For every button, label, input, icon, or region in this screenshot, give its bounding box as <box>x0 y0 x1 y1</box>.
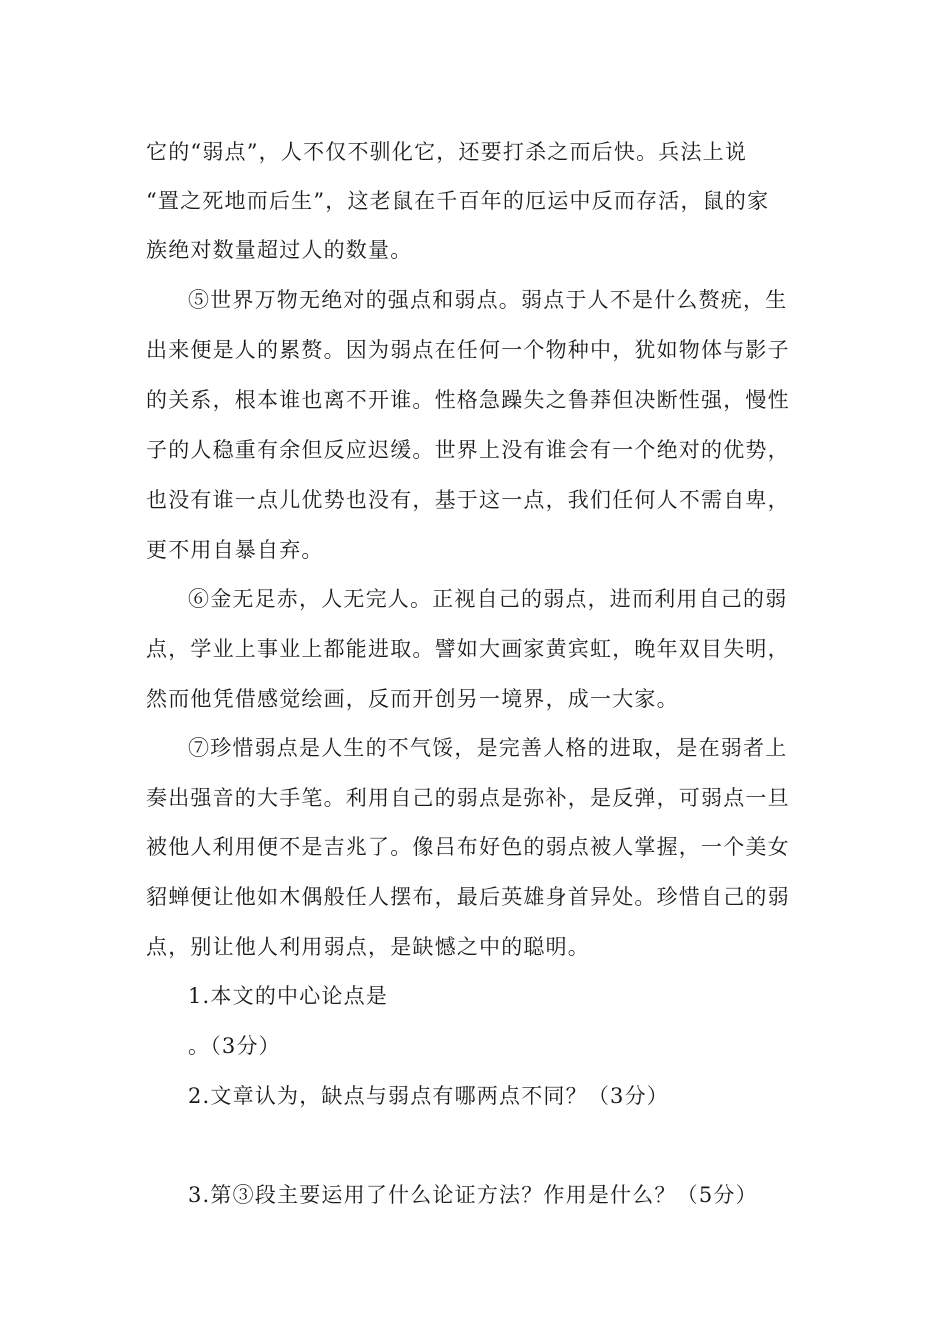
question-2: 2.文章认为，缺点与弱点有哪两点不同？（3分） <box>188 1084 669 1108</box>
paragraph-4-line-3: 族绝对数量超过人的数量。 <box>146 238 413 262</box>
paragraph-6-line-2: 点，学业上事业上都能进取。譬如大画家黄宾虹，晚年双目失明， <box>146 637 790 661</box>
paragraph-4-line-1: 它的“弱点”，人不仅不驯化它，还要打杀之而后快。兵法上说 <box>146 140 748 164</box>
paragraph-5-line-4: 子的人稳重有余但反应迟缓。世界上没有谁会有一个绝对的优势， <box>146 438 790 462</box>
paragraph-5-line-3: 的关系，根本谁也离不开谁。性格急躁失之鲁莽但决断性强，慢性 <box>146 388 790 412</box>
paragraph-7-line-3: 被他人利用便不是吉兆了。像吕布好色的弱点被人掌握，一个美女 <box>146 835 790 859</box>
paragraph-7-line-5: 点，别让他人利用弱点，是缺憾之中的聪明。 <box>146 935 590 959</box>
paragraph-5-line-6: 更不用自暴自弃。 <box>146 538 324 562</box>
question-1-points: 。（3分） <box>188 1034 281 1058</box>
paragraph-7-line-4: 貂蝉便让他如木偶般任人摆布，最后英雄身首异处。珍惜自己的弱 <box>146 885 790 909</box>
paragraph-5-line-1: ⑤世界万物无绝对的强点和弱点。弱点于人不是什么赘疣，生 <box>188 288 788 312</box>
paragraph-5-line-5: 也没有谁一点儿优势也没有，基于这一点，我们任何人不需自卑， <box>146 488 790 512</box>
paragraph-7-line-2: 奏出强音的大手笔。利用自己的弱点是弥补，是反弹，可弱点一旦 <box>146 786 790 810</box>
question-3: 3.第③段主要运用了什么论证方法？作用是什么？（5分） <box>188 1183 758 1207</box>
paragraph-6-line-1: ⑥金无足赤，人无完人。正视自己的弱点，进而利用自己的弱 <box>188 587 788 611</box>
paragraph-4-line-2: “置之死地而后生”，这老鼠在千百年的厄运中反而存活，鼠的家 <box>146 189 770 213</box>
paragraph-5-line-2: 出来便是人的累赘。因为弱点在任何一个物种中，犹如物体与影子 <box>146 338 790 362</box>
question-1: 1.本文的中心论点是 <box>188 984 389 1008</box>
paragraph-7-line-1: ⑦珍惜弱点是人生的不气馁，是完善人格的进取，是在弱者上 <box>188 736 788 760</box>
paragraph-6-line-3: 然而他凭借感觉绘画，反而开创另一境界，成一大家。 <box>146 687 679 711</box>
